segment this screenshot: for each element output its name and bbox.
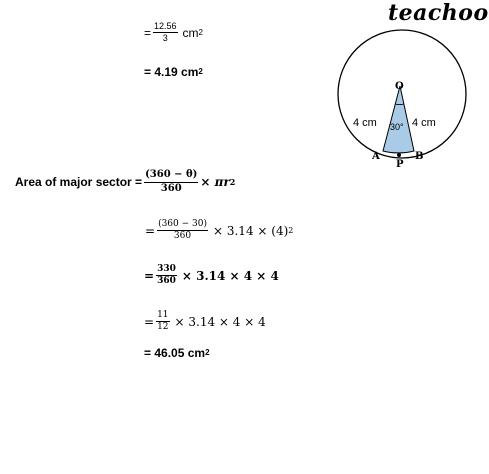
numerator: 330 — [156, 265, 177, 276]
point-a-label: A — [372, 151, 380, 162]
step-2-result: = 4.19 cm 2 — [144, 65, 203, 79]
equals-sign: = — [144, 314, 155, 329]
denominator: 360 — [157, 276, 176, 287]
angle-label: 30° — [390, 122, 404, 132]
multiplication-expression: × 3.14 × 4 × 4 — [181, 268, 279, 283]
point-p-dot — [397, 153, 401, 157]
equals-sign: = — [144, 268, 155, 283]
denominator: 12 — [157, 322, 169, 333]
fraction — [156, 311, 169, 333]
numerator: (360 − 30) — [157, 220, 208, 231]
point-b-label: B — [415, 151, 424, 162]
equals-sign: = — [144, 25, 152, 40]
right-radius-label: 4 cm — [412, 117, 436, 129]
formula-fraction — [144, 170, 198, 194]
circle-sector-diagram — [332, 25, 474, 170]
step-3: = $\frac{(360 - 30)}{360}$ × 3.14 × (4) 2 — [145, 219, 294, 242]
multiplication-expression: × 3.14 × 4 × 4 — [174, 314, 266, 329]
left-radius-label: 4 cm — [353, 117, 377, 129]
numerator: 12.56 — [153, 22, 178, 33]
fraction — [153, 22, 178, 44]
formula-numerator: (360 − θ) — [144, 170, 198, 183]
fraction — [157, 220, 208, 242]
denominator: 360 — [173, 231, 192, 242]
step-6-result: = 46.05 cm 2 — [144, 346, 210, 360]
fraction — [156, 265, 177, 287]
major-sector-label: Area of major sector = — [15, 175, 143, 189]
numerator: 11 — [156, 311, 169, 322]
unit: cm — [182, 25, 199, 40]
step-4 — [144, 265, 279, 287]
center-label-o: O — [395, 81, 404, 92]
step-5 — [144, 311, 266, 333]
multiplication-expression: × 3.14 × (4) — [212, 223, 289, 238]
minor-sector — [383, 86, 414, 153]
result-text: = 4.19 cm — [144, 65, 199, 79]
denominator: 3 — [162, 33, 168, 44]
formula-rest: × πr — [200, 175, 230, 189]
point-p-label: P — [396, 159, 404, 170]
equals-sign: = — [145, 223, 156, 238]
teachoo-logo: teachoo — [388, 0, 489, 26]
major-sector-formula: Area of major sector = $\frac{(360 - \theta)}{360}$ × πr 2 — [15, 169, 236, 194]
formula-denominator: 360 — [160, 182, 182, 194]
step-1: = $\frac{12.56}{3}$ cm 2 — [144, 21, 203, 44]
result-text: = 46.05 cm — [144, 346, 206, 360]
